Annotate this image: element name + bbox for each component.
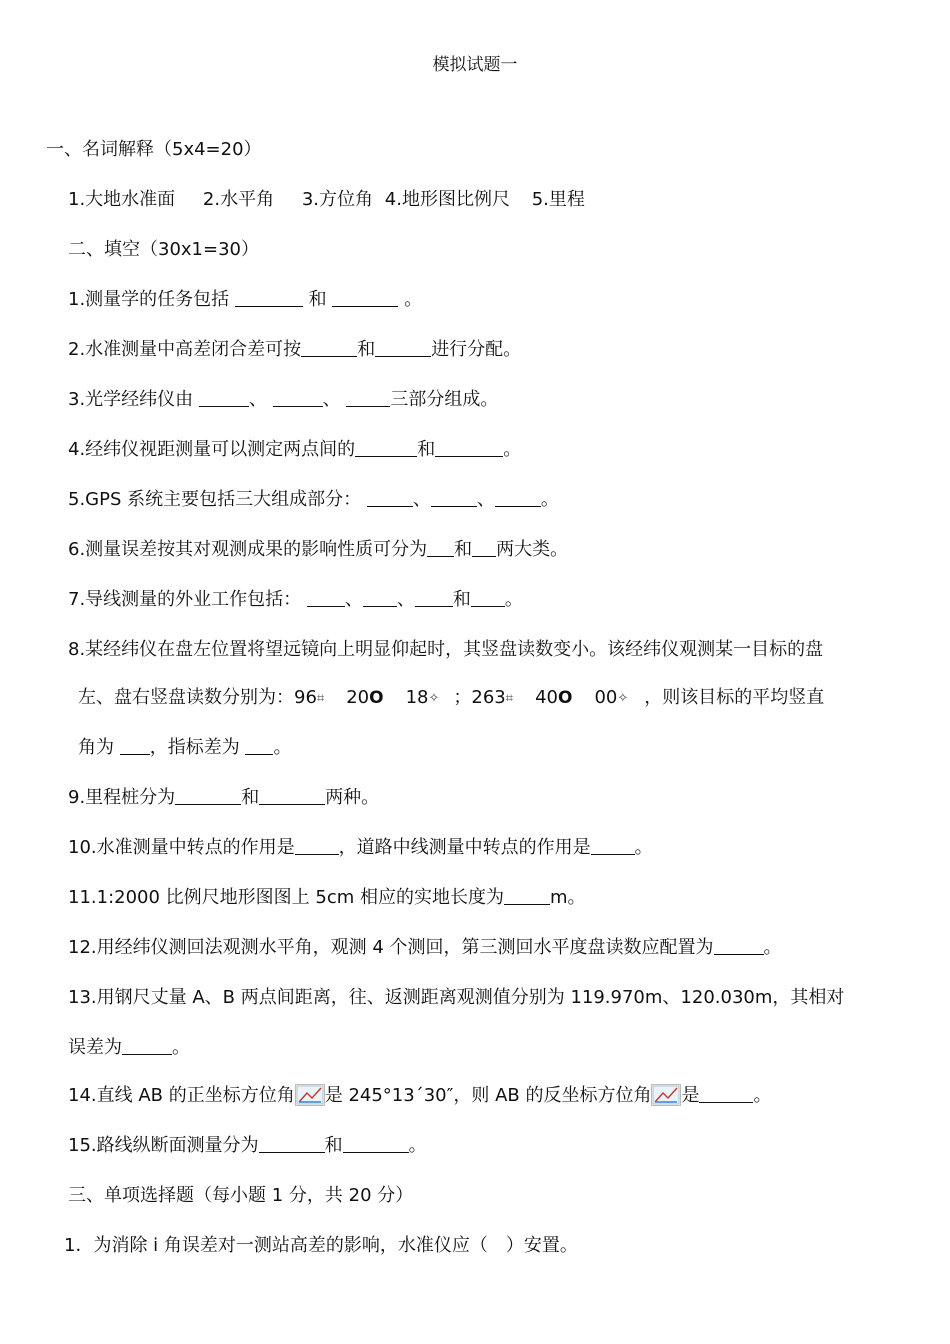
choice-question-1: 1．为消除 i 角误差对一测站高差的影响，水准仪应（ ）安置。: [64, 1235, 578, 1256]
fill-question-2: 2.水准测量中高差闭合差可按 和 进行分配。: [68, 339, 522, 360]
answer-blank: [472, 538, 496, 557]
answer-blank: [120, 736, 150, 755]
answer-blank: [435, 438, 503, 457]
answer-blank: [699, 1084, 753, 1103]
fill-question-13-line2: 误差为 。: [68, 1037, 190, 1058]
answer-blank: [415, 588, 453, 607]
degree-symbol: ⌗: [316, 691, 325, 706]
minute-symbol: O: [369, 688, 384, 708]
answer-blank: [375, 338, 431, 357]
fill-question-7: 7.导线测量的外业工作包括： 、 、 和 。: [68, 589, 523, 610]
fill-question-15: 15.路线纵断面测量分为 和 。: [68, 1135, 427, 1156]
term-3: 3.方位角: [301, 189, 374, 210]
answer-blank: [427, 538, 454, 557]
answer-blank: [235, 288, 303, 307]
answer-blank: [295, 836, 339, 855]
formula-image-icon: [651, 1084, 681, 1106]
fill-question-11: 11.1:2000 比例尺地形图图上 5cm 相应的实地长度为 m。: [68, 887, 586, 908]
answer-blank: [332, 288, 398, 307]
answer-blank: [591, 836, 635, 855]
answer-blank: [259, 1134, 325, 1153]
answer-blank: [367, 488, 413, 507]
term-4: 4.地形图比例尺: [384, 189, 510, 210]
answer-blank: [273, 388, 323, 407]
answer-blank: [431, 488, 477, 507]
fill-question-3: 3.光学经纬仪由 、 、 三部分组成。: [68, 389, 499, 410]
fill-question-5: 5.GPS 系统主要包括三大组成部分： 、 、 。: [68, 489, 559, 510]
fill-question-4: 4.经纬仪视距测量可以测定两点间的 和 。: [68, 439, 522, 460]
second-symbol: ✧: [617, 691, 629, 706]
section3-heading: 三、单项选择题（每小题 1 分，共 20 分）: [68, 1185, 414, 1206]
fill-question-8-line3: 角为 ，指标差为 。: [78, 737, 292, 758]
answer-blank: [471, 588, 505, 607]
term-1: 1.大地水准面: [68, 189, 176, 210]
page-title: 模拟试题一: [432, 55, 518, 75]
answer-blank: [714, 936, 764, 955]
answer-blank: [346, 388, 390, 407]
minute-symbol: O: [558, 688, 573, 708]
answer-blank: [307, 588, 345, 607]
second-symbol: ✧: [428, 691, 440, 706]
answer-blank: [199, 388, 249, 407]
answer-blank: [122, 1036, 172, 1055]
term-2: 2.水平角: [202, 189, 275, 210]
degree-symbol: ⌗: [505, 691, 514, 706]
fill-question-6: 6.测量误差按其对观测成果的影响性质可分为 和 两大类。: [68, 539, 569, 560]
fill-question-10: 10.水准测量中转点的作用是 ，道路中线测量中转点的作用是 。: [68, 837, 653, 858]
fill-question-14: 14.直线 AB 的正坐标方位角 是 245°13´30″，则 AB 的反坐标方位角 是 。: [68, 1085, 772, 1106]
answer-blank: [301, 338, 357, 357]
fill-question-9: 9.里程桩分为 和 两种。: [68, 787, 380, 808]
formula-image-icon: [295, 1084, 325, 1106]
answer-blank: [259, 786, 325, 805]
section1-terms: [68, 188, 585, 212]
answer-blank: [504, 886, 550, 905]
section2-heading: 二、填空（30x1=30）: [68, 239, 259, 260]
fill-question-8-line1: 8.某经纬仪在盘左位置将望远镜向上明显仰起时，其竖盘读数变小。该经纬仪观测某一目标的盘: [68, 639, 824, 660]
answer-blank: [175, 786, 241, 805]
section1-heading: 一、名词解释（5x4=20）: [46, 139, 262, 160]
term-5: 5.里程: [531, 189, 585, 210]
answer-blank: [355, 438, 417, 457]
fill-question-12: 12.用经纬仪测回法观测水平角，观测 4 个测回，第三测回水平度盘读数应配置为 。: [68, 937, 782, 958]
answer-blank: [363, 588, 397, 607]
fill-question-8-line2: 左、盘右竖盘读数分别为：96⌗ 20O 18✧ ；263⌗ 40O 00✧ ，则该目标的平均竖直: [78, 687, 825, 708]
answer-blank: [495, 488, 541, 507]
fill-question-1: 1.测量学的任务包括 和 。: [68, 289, 423, 310]
fill-question-13-line1: 13.用钢尺丈量 A、B 两点间距离，往、返测距离观测值分别为 119.970m、120.030m，其相对: [68, 987, 845, 1008]
answer-blank: [245, 736, 273, 755]
answer-blank: [343, 1134, 409, 1153]
